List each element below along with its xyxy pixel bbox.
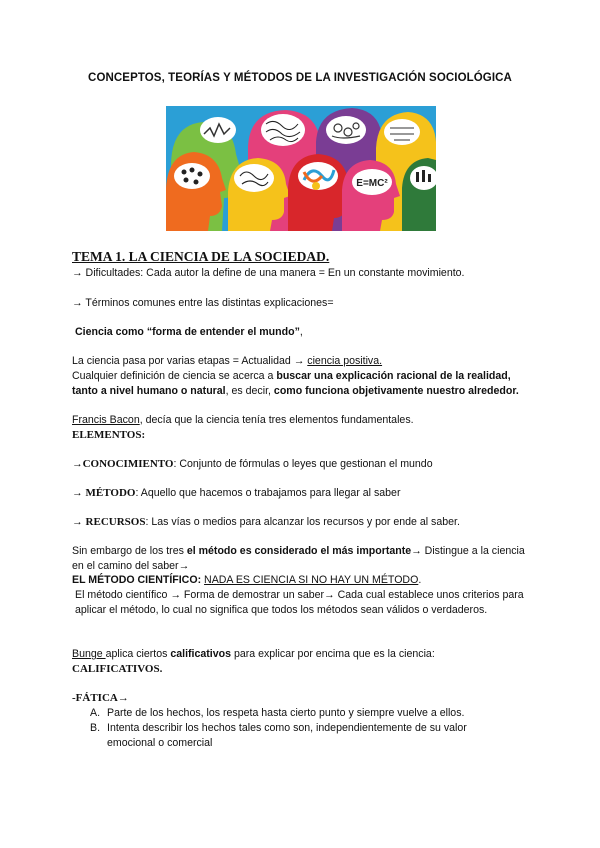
text-segment: para explicar por encima que es la ciencia:	[231, 648, 435, 660]
paragraph-bunge	[72, 647, 532, 662]
document-title: CONCEPTOS, TEORÍAS Y MÉTODOS DE LA INVESTIGACIÓN SOCIOLÓGICA	[88, 72, 512, 84]
text-segment: La ciencia pasa por varias etapas = Actualidad →	[72, 355, 308, 367]
text-segment: → Distingue a la ciencia en el camino del saber→	[72, 545, 525, 572]
paragraph-ciencia-como	[75, 325, 535, 340]
factica-list	[72, 706, 512, 751]
paragraph-terminos: → Términos comunes entre las distintas explicaciones=	[72, 297, 334, 309]
element-conocimiento	[72, 457, 532, 472]
text-segment: Sin embargo de los tres	[72, 545, 187, 557]
element-metodo	[72, 486, 532, 501]
text-segment: Cualquier definición de ciencia se acerca a	[72, 370, 277, 382]
text-segment: .	[418, 574, 422, 586]
underlined-phrase: ciencia positiva.	[307, 355, 383, 367]
paragraph-francis-bacon	[72, 413, 532, 428]
bold-phrase: EL MÉTODO CIENTÍFICO:	[72, 574, 202, 586]
heads-silhouettes-image	[166, 106, 436, 231]
paragraph-definicion	[72, 369, 532, 399]
arrow: →	[72, 458, 83, 470]
author-name: Francis Bacon	[72, 414, 140, 426]
definition: : Aquello que hacemos o trabajamos para llegar al saber	[135, 487, 401, 499]
definition: : Las vías o medios para alcanzar los recursos y por ende al saber.	[145, 516, 460, 528]
text-segment: aplica ciertos	[105, 648, 171, 660]
text-segment: ,	[299, 326, 303, 338]
term: MÉTODO	[85, 487, 136, 499]
bold-phrase: calificativos	[170, 648, 232, 660]
text-segment: , decía que la ciencia tenía tres elementos fundamentales.	[139, 414, 414, 426]
text-segment: , es decir,	[225, 385, 274, 397]
underlined-phrase: NADA ES CIENCIA SI NO HAY UN MÉTODO	[204, 574, 419, 586]
paragraph-forma-demostrar: El método científico → Forma de demostrar un saber→ Cada cual establece unos criterios para aplicar el método, lo cual no significa que todos los métodos sean válidos o verdaderos.	[75, 589, 524, 616]
arrow: →	[72, 487, 86, 499]
bold-phrase: Ciencia como “forma de entender el mundo”	[75, 326, 300, 338]
hero-illustration	[166, 106, 436, 231]
paragraph-dificultades: → Dificultades: Cada autor la define de una manera = En un constante movimiento.	[72, 267, 465, 279]
paragraph-metodo-cientifico	[72, 573, 532, 588]
element-recursos	[72, 515, 532, 530]
subheading-factica: -FÁTICA→	[72, 692, 129, 704]
list-item	[72, 721, 512, 751]
section-heading-tema-1: TEMA 1. LA CIENCIA DE LA SOCIEDAD.	[72, 249, 330, 264]
list-item-text: Parte de los hechos, los respeta hasta cierto punto y siempre vuelve a ellos.	[107, 707, 465, 719]
list-item-text: Intenta describir los hechos tales como son, independientemente de su valor emocional o comercial	[107, 722, 467, 749]
list-item	[72, 706, 512, 721]
paragraph-sin-embargo	[72, 544, 532, 574]
paragraph-etapas	[72, 354, 532, 369]
list-marker: A.	[90, 707, 101, 719]
definition: : Conjunto de fórmulas o leyes que gestionan el mundo	[173, 458, 433, 470]
term: RECURSOS	[85, 516, 146, 528]
bold-phrase: el método es considerado el más importante	[186, 545, 412, 557]
term: CONOCIMIENTO	[82, 458, 174, 470]
arrow: →	[72, 516, 86, 528]
author-name: Bunge	[72, 648, 106, 660]
formula-label: E=MC²	[356, 178, 388, 189]
subheading-elementos: ELEMENTOS:	[72, 429, 146, 441]
bold-phrase: buscar una explicación racional de la realidad, tanto a nivel humano o natural	[72, 370, 511, 397]
list-marker: B.	[90, 722, 101, 734]
subheading-calificativos: CALIFICATIVOS.	[72, 663, 163, 675]
bold-phrase: como funciona objetivamente nuestro alrededor.	[273, 385, 519, 397]
